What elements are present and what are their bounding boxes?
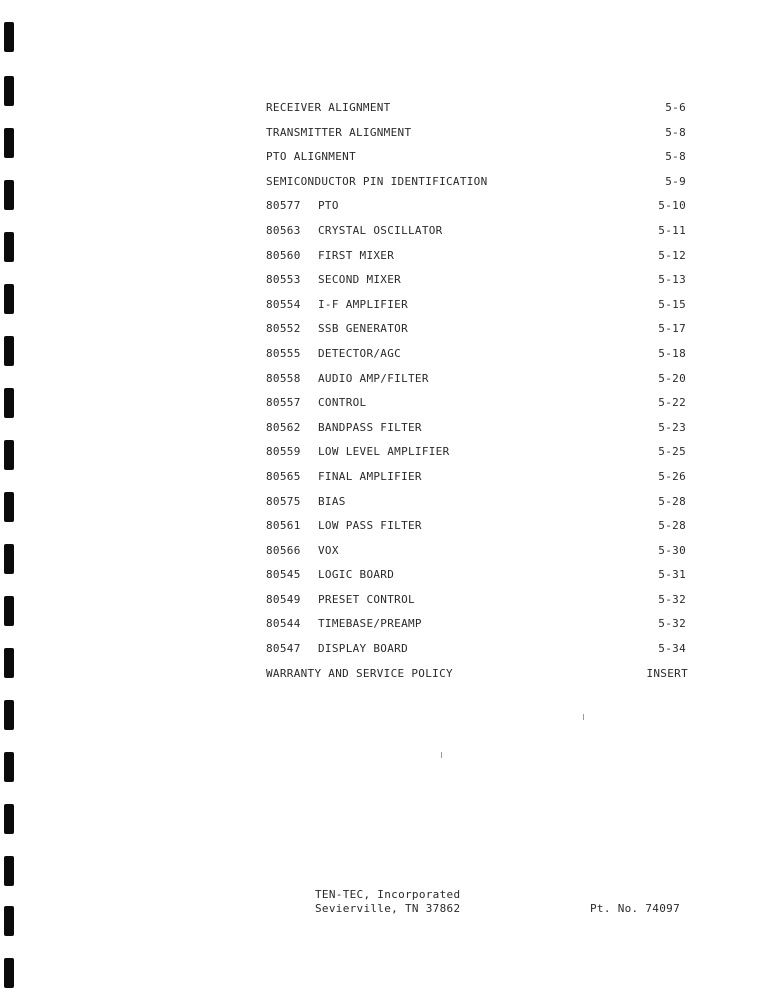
binding-hole xyxy=(4,958,14,988)
toc-entry-title: CRYSTAL OSCILLATOR xyxy=(318,223,443,237)
toc-entry-number: 80552 xyxy=(266,322,301,336)
toc-entry-title: WARRANTY AND SERVICE POLICY xyxy=(266,666,453,680)
toc-entry-title: FIRST MIXER xyxy=(318,248,395,262)
toc-entry-title: LOW LEVEL AMPLIFIER xyxy=(318,445,450,459)
toc-entry-number: 80557 xyxy=(266,396,301,410)
binding-hole xyxy=(4,440,14,470)
toc-entry-title: PTO xyxy=(318,199,339,213)
toc-entry xyxy=(266,175,696,200)
toc-entry-title: RECEIVER ALIGNMENT xyxy=(266,101,391,114)
toc-entry-page: 5-6 xyxy=(665,101,686,114)
toc-entry xyxy=(266,372,696,397)
binding-hole xyxy=(4,804,14,834)
toc-entry-title: BIAS xyxy=(318,494,346,508)
toc-entry-number: 80566 xyxy=(266,543,301,557)
binding-hole xyxy=(4,906,14,936)
toc-entry-page: 5-23 xyxy=(658,420,686,434)
table-of-contents xyxy=(266,101,696,691)
toc-entry xyxy=(266,470,696,495)
toc-entry xyxy=(266,593,696,618)
toc-entry-page: 5-20 xyxy=(658,371,686,385)
toc-entry xyxy=(266,224,696,249)
toc-entry-page: INSERT xyxy=(646,666,688,680)
toc-entry-page: 5-32 xyxy=(658,592,686,606)
scan-speck xyxy=(583,714,584,720)
toc-entry-title: LOW PASS FILTER xyxy=(318,519,422,533)
binding-hole xyxy=(4,284,14,314)
toc-entry xyxy=(266,519,696,544)
binding-hole xyxy=(4,336,14,366)
toc-entry-number: 80555 xyxy=(266,346,301,360)
company-name: TEN-TEC, Incorporated xyxy=(315,888,461,901)
binding-hole xyxy=(4,232,14,262)
toc-entry xyxy=(266,101,696,126)
binding-hole xyxy=(4,128,14,158)
toc-entry-page: 5-26 xyxy=(658,469,686,483)
binding-hole xyxy=(4,700,14,730)
toc-entry-page: 5-28 xyxy=(658,519,686,533)
toc-entry xyxy=(266,421,696,446)
toc-entry xyxy=(266,199,696,224)
toc-entry-number: 80561 xyxy=(266,519,301,533)
toc-entry xyxy=(266,347,696,372)
toc-entry-number: 80562 xyxy=(266,420,301,434)
binding-hole xyxy=(4,76,14,106)
binding-hole xyxy=(4,492,14,522)
toc-entry xyxy=(266,544,696,569)
binding-hole xyxy=(4,22,14,52)
toc-entry-number: 80549 xyxy=(266,592,301,606)
part-number: Pt. No. 74097 xyxy=(590,902,680,915)
binding-holes xyxy=(0,0,20,1000)
toc-entry-page: 5-8 xyxy=(665,125,686,139)
toc-entry-number: 80553 xyxy=(266,273,301,287)
toc-entry-number: 80565 xyxy=(266,469,301,483)
toc-entry xyxy=(266,126,696,151)
toc-entry-page: 5-25 xyxy=(658,445,686,459)
toc-entry-number: 80554 xyxy=(266,297,301,311)
toc-entry xyxy=(266,249,696,274)
toc-entry-number: 80563 xyxy=(266,223,301,237)
toc-entry-page: 5-11 xyxy=(658,223,686,237)
toc-entry-title: PRESET CONTROL xyxy=(318,592,415,606)
toc-entry-number: 80577 xyxy=(266,199,301,213)
toc-entry xyxy=(266,445,696,470)
toc-entry-page: 5-18 xyxy=(658,346,686,360)
toc-entry-title: PTO ALIGNMENT xyxy=(266,150,356,164)
binding-hole xyxy=(4,648,14,678)
toc-entry-number: 80560 xyxy=(266,248,301,262)
toc-entry xyxy=(266,322,696,347)
toc-entry-page: 5-30 xyxy=(658,543,686,557)
binding-hole xyxy=(4,856,14,886)
toc-entry-title: TRANSMITTER ALIGNMENT xyxy=(266,125,412,139)
toc-entry xyxy=(266,667,696,692)
toc-entry-number: 80559 xyxy=(266,445,301,459)
scan-speck xyxy=(441,752,442,758)
toc-entry-page: 5-31 xyxy=(658,568,686,582)
binding-hole xyxy=(4,180,14,210)
binding-hole xyxy=(4,752,14,782)
toc-entry-title: FINAL AMPLIFIER xyxy=(318,469,422,483)
toc-entry-title: LOGIC BOARD xyxy=(318,568,395,582)
toc-entry-page: 5-34 xyxy=(658,642,686,656)
toc-entry-title: TIMEBASE/PREAMP xyxy=(318,617,422,631)
toc-entry-number: 80575 xyxy=(266,494,301,508)
toc-entry xyxy=(266,642,696,667)
toc-entry-title: SEMICONDUCTOR PIN IDENTIFICATION xyxy=(266,174,488,188)
toc-entry-page: 5-13 xyxy=(658,273,686,287)
toc-entry-page: 5-15 xyxy=(658,297,686,311)
toc-entry-page: 5-10 xyxy=(658,199,686,213)
toc-entry-title: I-F AMPLIFIER xyxy=(318,297,408,311)
toc-entry-title: AUDIO AMP/FILTER xyxy=(318,371,429,385)
toc-entry-title: SSB GENERATOR xyxy=(318,322,408,336)
toc-entry-number: 80544 xyxy=(266,617,301,631)
toc-entry-number: 80558 xyxy=(266,371,301,385)
toc-entry-page: 5-8 xyxy=(665,150,686,164)
toc-entry xyxy=(266,617,696,642)
toc-entry xyxy=(266,273,696,298)
toc-entry-number: 80547 xyxy=(266,642,301,656)
toc-entry xyxy=(266,396,696,421)
toc-entry-title: SECOND MIXER xyxy=(318,273,402,287)
toc-entry-title: CONTROL xyxy=(318,396,367,410)
toc-entry-page: 5-32 xyxy=(658,617,686,631)
toc-entry xyxy=(266,298,696,323)
toc-entry xyxy=(266,495,696,520)
company-address xyxy=(315,888,460,916)
binding-hole xyxy=(4,596,14,626)
toc-entry-title: VOX xyxy=(318,543,339,557)
binding-hole xyxy=(4,388,14,418)
toc-entry-page: 5-17 xyxy=(658,322,686,336)
toc-entry xyxy=(266,568,696,593)
toc-entry-number: 80545 xyxy=(266,568,301,582)
toc-entry-page: 5-28 xyxy=(658,494,686,508)
toc-entry-page: 5-9 xyxy=(665,174,686,188)
company-location: Sevierville, TN 37862 xyxy=(315,902,461,915)
toc-entry-page: 5-22 xyxy=(658,396,686,410)
toc-entry xyxy=(266,150,696,175)
toc-entry-title: DISPLAY BOARD xyxy=(318,642,408,656)
toc-entry-title: BANDPASS FILTER xyxy=(318,420,422,434)
toc-entry-page: 5-12 xyxy=(658,248,686,262)
toc-entry-title: DETECTOR/AGC xyxy=(318,346,402,360)
binding-hole xyxy=(4,544,14,574)
